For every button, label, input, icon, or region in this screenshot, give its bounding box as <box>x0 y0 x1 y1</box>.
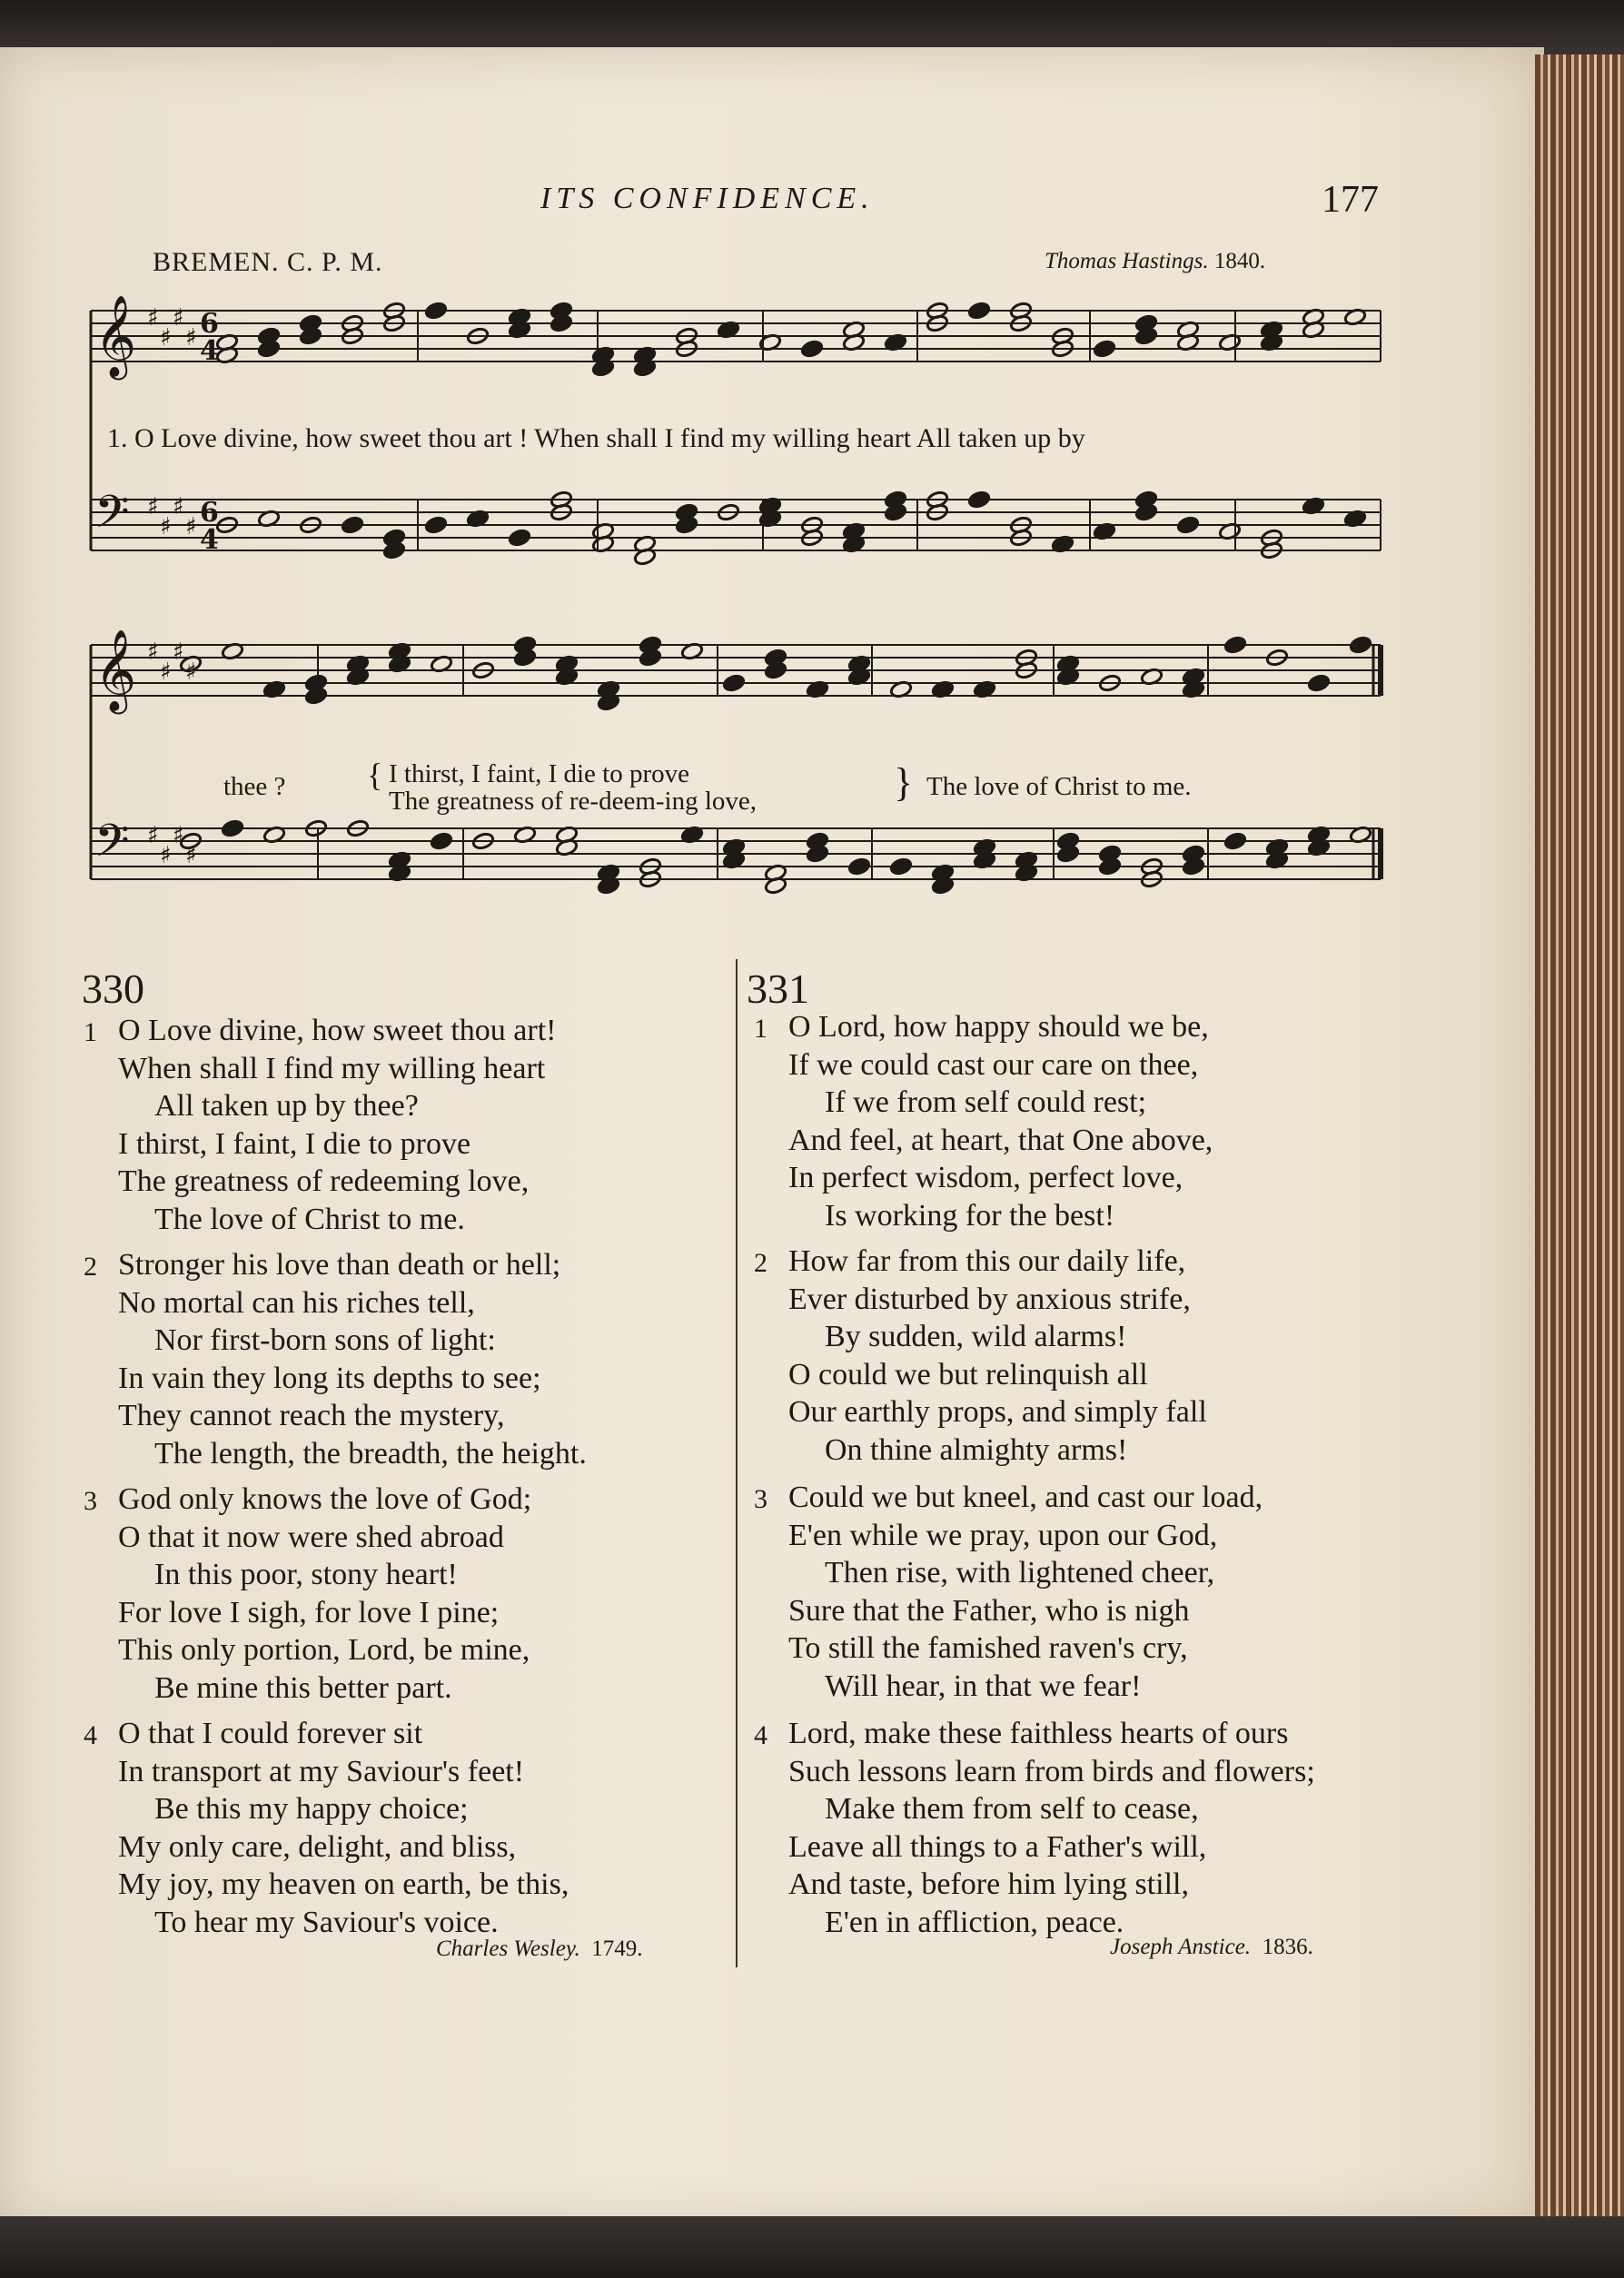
book-cover-bottom <box>0 2216 1624 2278</box>
stanza-line: On thine almighty arms! <box>825 1432 1128 1467</box>
score-lyric-line-1: 1. O Love divine, how sweet thou art ! When shall I find my willing heart All taken up by <box>107 423 1085 453</box>
stanza-line: My only care, delight, and bliss, <box>118 1829 517 1864</box>
treble-clef-icon: 𝄞 <box>94 629 137 711</box>
sharp-icon: ♯ <box>160 659 172 686</box>
stanza-line: When shall I find my willing heart <box>118 1051 546 1085</box>
stanza-line: Our earthly props, and simply fall <box>788 1395 1207 1429</box>
stanza-line: To hear my Saviour's voice. <box>154 1905 499 1939</box>
stanza-line: Stronger his love than death or hell; <box>118 1248 561 1282</box>
note-head <box>967 490 990 510</box>
stanza-number: 1 <box>754 1014 767 1044</box>
stanza-line: All taken up by thee? <box>154 1089 419 1123</box>
stanza-line: This only portion, Lord, be mine, <box>118 1633 530 1667</box>
hymn-331-year: 1836. <box>1262 1935 1313 1959</box>
stanza-line: Make them from self to cease, <box>825 1792 1199 1826</box>
stanza-number: 3 <box>84 1486 97 1516</box>
note-head <box>424 302 447 321</box>
sharp-icon: ♯ <box>160 842 172 869</box>
bracket-line-2: The greatness of re-deem-ing love, <box>389 787 758 816</box>
stanza-line: They cannot reach the mystery, <box>118 1399 505 1432</box>
hymn-number-331: 331 <box>747 966 809 1012</box>
stanza-line: My joy, my heaven on earth, be this, <box>118 1867 569 1901</box>
stanza-line: Then rise, with lightened cheer, <box>825 1556 1215 1590</box>
stanza-line: E'en while we pray, upon our God, <box>788 1518 1218 1552</box>
stanza-line: If we from self could rest; <box>825 1085 1147 1119</box>
treble-clef-icon: 𝄞 <box>94 295 137 377</box>
note-head <box>430 832 452 851</box>
hymn-331-author: Joseph Anstice. <box>1110 1935 1252 1959</box>
tune-attribution <box>1045 249 1265 274</box>
stanza <box>84 1481 532 1707</box>
stanza-line: No mortal can his riches tell, <box>118 1285 475 1320</box>
stanza-line: O that it now were shed abroad <box>118 1520 504 1554</box>
stanza-line: In this poor, stony heart! <box>154 1558 458 1591</box>
running-title: ITS CONFIDENCE. <box>540 182 875 215</box>
stanza-line: Is working for the best! <box>825 1198 1115 1233</box>
sharp-icon: ♯ <box>185 324 197 352</box>
hymn-330-year: 1749. <box>591 1936 643 1961</box>
note-head <box>1223 636 1246 655</box>
stanza-line: For love I sigh, for love I pine; <box>118 1595 500 1629</box>
note-head <box>1093 340 1115 359</box>
sharp-icon: ♯ <box>185 842 197 869</box>
column-divider <box>736 959 738 1967</box>
note-head <box>722 674 745 693</box>
stanza-number: 2 <box>84 1252 97 1282</box>
stanza-number: 3 <box>754 1484 767 1514</box>
stanza-line: O Lord, how happy should we be, <box>788 1010 1209 1044</box>
stanza-line: O Love divine, how sweet thou art! <box>118 1014 557 1047</box>
stanza-line: And taste, before him lying still, <box>788 1867 1189 1901</box>
note-head <box>1349 636 1371 655</box>
hymn-330-attribution <box>436 1936 643 1962</box>
stanza <box>84 1715 569 1941</box>
sharp-icon: ♯ <box>147 639 159 666</box>
stanza-line: By sudden, wild alarms! <box>825 1320 1127 1353</box>
stanza-line: E'en in affliction, peace. <box>825 1905 1124 1939</box>
sharp-icon: ♯ <box>185 659 197 686</box>
stanza-number: 4 <box>754 1720 767 1750</box>
stanza-number: 4 <box>84 1720 97 1750</box>
brace-left: { <box>367 757 383 793</box>
stanza-line: How far from this our daily life, <box>788 1244 1186 1278</box>
stanza-line: Could we but kneel, and cast our load, <box>788 1481 1263 1514</box>
sharp-icon: ♯ <box>160 324 172 352</box>
stanza-line: I thirst, I faint, I die to prove <box>118 1126 471 1161</box>
stanza-line: In transport at my Saviour's feet! <box>118 1754 525 1788</box>
stanza-line: O that I could forever sit <box>118 1717 423 1750</box>
note-head <box>800 340 823 359</box>
stanza-line: Sure that the Father, who is nigh <box>788 1593 1190 1628</box>
stanza-line: Such lessons learn from birds and flowers; <box>788 1754 1315 1788</box>
tune-year: 1840. <box>1213 249 1266 273</box>
note-head <box>424 516 447 535</box>
note-head <box>1223 832 1246 851</box>
time-signature-top: 6 <box>200 308 219 340</box>
note-head <box>967 302 990 321</box>
music-notation <box>73 272 1399 945</box>
stanza-number: 2 <box>754 1248 767 1278</box>
page-header <box>0 179 1544 227</box>
sharp-icon: ♯ <box>173 304 184 332</box>
stanza-line: The love of Christ to me. <box>154 1202 465 1236</box>
stanza-line: If we could cast our care on thee, <box>788 1047 1199 1082</box>
sharp-icon: ♯ <box>173 493 184 520</box>
stanza-line: Leave all things to a Father's will, <box>788 1829 1207 1864</box>
stanza <box>754 1243 1207 1469</box>
score-lyric-end: The love of Christ to me. <box>926 772 1192 801</box>
music-score <box>73 272 1399 945</box>
time-signature-bottom: 4 <box>200 335 219 367</box>
sharp-icon: ♯ <box>173 822 184 849</box>
time-signature-top: 6 <box>200 497 219 529</box>
score-lyric-thee: thee ? <box>223 772 286 801</box>
stanza <box>84 1246 587 1472</box>
book-cover-top <box>0 0 1624 54</box>
stanza-line: Be this my happy choice; <box>154 1792 469 1826</box>
note-head <box>341 516 363 535</box>
stanza-line: Nor first-born sons of light: <box>154 1323 496 1357</box>
stanza-line: In vain they long its depths to see; <box>118 1361 541 1395</box>
stanza-line: The length, the breadth, the height. <box>154 1436 587 1471</box>
note-head <box>1176 516 1199 535</box>
sharp-icon: ♯ <box>160 513 172 540</box>
stanza-line: The greatness of redeeming love, <box>118 1164 530 1198</box>
stanza-line: Be mine this better part. <box>154 1670 452 1705</box>
stanza <box>754 1479 1263 1705</box>
bass-clef-icon: 𝄢 <box>94 815 130 878</box>
stanza-number: 1 <box>84 1017 97 1047</box>
hymn-331-attribution <box>1110 1935 1313 1960</box>
page-edges <box>1535 54 1624 2216</box>
bass-clef-icon: 𝄢 <box>94 486 130 550</box>
note-head <box>1307 674 1330 693</box>
stanza <box>84 1012 557 1238</box>
stanza-line: O could we but relinquish all <box>788 1357 1148 1392</box>
stanza-line: To still the famished raven's cry, <box>788 1631 1188 1665</box>
note-head <box>508 529 530 548</box>
bracket-line-1: I thirst, I faint, I die to prove <box>389 759 689 788</box>
note-head <box>221 819 243 838</box>
sharp-icon: ♯ <box>147 822 159 849</box>
hymn-330-author: Charles Wesley. <box>436 1936 580 1961</box>
tune-composer: Thomas Hastings. <box>1045 249 1209 273</box>
stanza-line: And feel, at heart, that One above, <box>788 1123 1213 1157</box>
stanza <box>754 1008 1213 1234</box>
stanza-line: Lord, make these faithless hearts of ours <box>788 1717 1289 1750</box>
stanza <box>754 1715 1315 1941</box>
note-head <box>847 857 870 877</box>
brace-right: } <box>894 760 914 805</box>
stanza-line: Will hear, in that we fear! <box>825 1669 1142 1703</box>
time-signature-bottom: 4 <box>200 524 219 556</box>
sharp-icon: ♯ <box>185 513 197 540</box>
stanza-line: In perfect wisdom, perfect love, <box>788 1161 1183 1194</box>
page-number: 177 <box>1322 179 1379 221</box>
hymn-number-330: 330 <box>82 966 144 1012</box>
stanza-line: Ever disturbed by anxious strife, <box>788 1282 1191 1316</box>
tune-name: BREMEN. C. P. M. <box>153 247 383 277</box>
sharp-icon: ♯ <box>147 493 159 520</box>
stanza-line: God only knows the love of God; <box>118 1482 532 1516</box>
sharp-icon: ♯ <box>147 304 159 332</box>
sharp-icon: ♯ <box>173 639 184 666</box>
note-head <box>889 857 912 877</box>
